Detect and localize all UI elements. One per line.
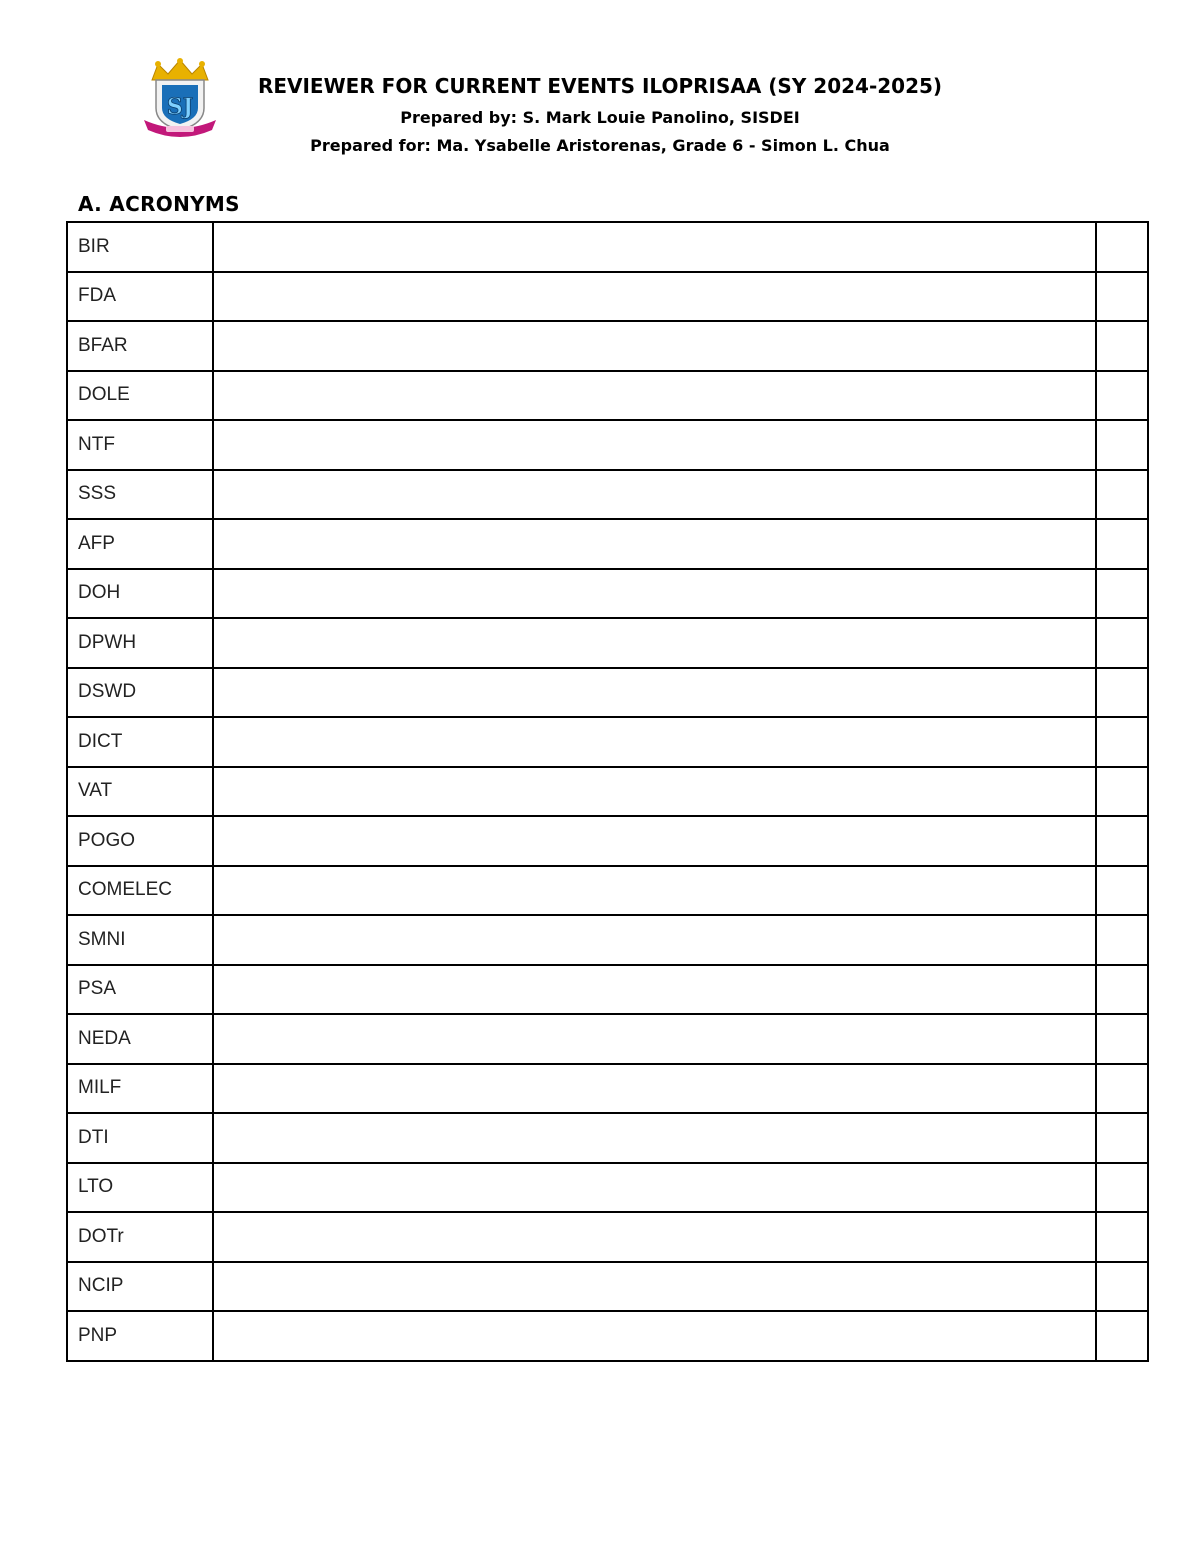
score-cell[interactable] bbox=[1096, 1262, 1148, 1312]
score-cell[interactable] bbox=[1096, 222, 1148, 272]
acronym-cell: DOTr bbox=[67, 1212, 213, 1262]
table-row bbox=[67, 915, 1148, 965]
meaning-answer-cell[interactable] bbox=[213, 321, 1096, 371]
meaning-answer-cell[interactable] bbox=[213, 420, 1096, 470]
acronym-cell: NEDA bbox=[67, 1014, 213, 1064]
table-row bbox=[67, 371, 1148, 421]
table-row bbox=[67, 1311, 1148, 1361]
section-heading: A. ACRONYMS bbox=[78, 192, 240, 216]
meaning-answer-cell[interactable] bbox=[213, 1262, 1096, 1312]
prepared-by: Prepared by: S. Mark Louie Panolino, SISDEI bbox=[400, 108, 800, 127]
score-cell[interactable] bbox=[1096, 371, 1148, 421]
acronym-cell: POGO bbox=[67, 816, 213, 866]
table-row bbox=[67, 618, 1148, 668]
acronym-cell: DICT bbox=[67, 717, 213, 767]
acronym-cell: AFP bbox=[67, 519, 213, 569]
table-row bbox=[67, 717, 1148, 767]
table-row bbox=[67, 866, 1148, 916]
meaning-answer-cell[interactable] bbox=[213, 965, 1096, 1015]
acronym-cell: DPWH bbox=[67, 618, 213, 668]
table-row bbox=[67, 1064, 1148, 1114]
meaning-answer-cell[interactable] bbox=[213, 470, 1096, 520]
score-cell[interactable] bbox=[1096, 420, 1148, 470]
score-cell[interactable] bbox=[1096, 767, 1148, 817]
acronym-cell: COMELEC bbox=[67, 866, 213, 916]
acronym-cell: LTO bbox=[67, 1163, 213, 1213]
score-cell[interactable] bbox=[1096, 866, 1148, 916]
meaning-answer-cell[interactable] bbox=[213, 1064, 1096, 1114]
score-cell[interactable] bbox=[1096, 1014, 1148, 1064]
table-row bbox=[67, 1163, 1148, 1213]
score-cell[interactable] bbox=[1096, 1311, 1148, 1361]
score-cell[interactable] bbox=[1096, 618, 1148, 668]
prepared-for: Prepared for: Ma. Ysabelle Aristorenas, Grade 6 - Simon L. Chua bbox=[310, 136, 890, 155]
table-row bbox=[67, 1014, 1148, 1064]
score-cell[interactable] bbox=[1096, 321, 1148, 371]
acronym-cell: BIR bbox=[67, 222, 213, 272]
meaning-answer-cell[interactable] bbox=[213, 915, 1096, 965]
acronym-cell: DOH bbox=[67, 569, 213, 619]
score-cell[interactable] bbox=[1096, 816, 1148, 866]
score-cell[interactable] bbox=[1096, 272, 1148, 322]
meaning-answer-cell[interactable] bbox=[213, 1311, 1096, 1361]
acronym-cell: SSS bbox=[67, 470, 213, 520]
score-cell[interactable] bbox=[1096, 965, 1148, 1015]
score-cell[interactable] bbox=[1096, 470, 1148, 520]
meaning-answer-cell[interactable] bbox=[213, 1163, 1096, 1213]
meaning-answer-cell[interactable] bbox=[213, 519, 1096, 569]
table-row bbox=[67, 965, 1148, 1015]
table-row bbox=[67, 569, 1148, 619]
table-row bbox=[67, 1262, 1148, 1312]
acronym-cell: PSA bbox=[67, 965, 213, 1015]
acronym-cell: FDA bbox=[67, 272, 213, 322]
meaning-answer-cell[interactable] bbox=[213, 272, 1096, 322]
table-row bbox=[67, 816, 1148, 866]
table-row bbox=[67, 519, 1148, 569]
table-row bbox=[67, 1212, 1148, 1262]
acronym-cell: NTF bbox=[67, 420, 213, 470]
table-row bbox=[67, 767, 1148, 817]
table-row bbox=[67, 470, 1148, 520]
svg-text:SJ: SJ bbox=[166, 94, 194, 120]
score-cell[interactable] bbox=[1096, 1113, 1148, 1163]
acronym-cell: PNP bbox=[67, 1311, 213, 1361]
table-row bbox=[67, 420, 1148, 470]
acronym-cell: VAT bbox=[67, 767, 213, 817]
table-row bbox=[67, 1113, 1148, 1163]
acronym-cell: DOLE bbox=[67, 371, 213, 421]
acronym-cell: DSWD bbox=[67, 668, 213, 718]
document-title: REVIEWER FOR CURRENT EVENTS ILOPRISAA (SY 2024-2025) bbox=[257, 74, 943, 98]
meaning-answer-cell[interactable] bbox=[213, 569, 1096, 619]
acronym-cell: BFAR bbox=[67, 321, 213, 371]
table-row bbox=[67, 321, 1148, 371]
meaning-answer-cell[interactable] bbox=[213, 866, 1096, 916]
meaning-answer-cell[interactable] bbox=[213, 717, 1096, 767]
meaning-answer-cell[interactable] bbox=[213, 816, 1096, 866]
meaning-answer-cell[interactable] bbox=[213, 767, 1096, 817]
meaning-answer-cell[interactable] bbox=[213, 1212, 1096, 1262]
meaning-answer-cell[interactable] bbox=[213, 1014, 1096, 1064]
meaning-answer-cell[interactable] bbox=[213, 1113, 1096, 1163]
score-cell[interactable] bbox=[1096, 1064, 1148, 1114]
score-cell[interactable] bbox=[1096, 717, 1148, 767]
acronyms-table bbox=[66, 221, 1149, 1362]
meaning-answer-cell[interactable] bbox=[213, 222, 1096, 272]
table-row bbox=[67, 222, 1148, 272]
meaning-answer-cell[interactable] bbox=[213, 668, 1096, 718]
score-cell[interactable] bbox=[1096, 569, 1148, 619]
table-row bbox=[67, 272, 1148, 322]
meaning-answer-cell[interactable] bbox=[213, 371, 1096, 421]
acronym-cell: DTI bbox=[67, 1113, 213, 1163]
score-cell[interactable] bbox=[1096, 1163, 1148, 1213]
table-row bbox=[67, 668, 1148, 718]
score-cell[interactable] bbox=[1096, 519, 1148, 569]
acronym-cell: SMNI bbox=[67, 915, 213, 965]
score-cell[interactable] bbox=[1096, 668, 1148, 718]
score-cell[interactable] bbox=[1096, 1212, 1148, 1262]
acronym-cell: NCIP bbox=[67, 1262, 213, 1312]
meaning-answer-cell[interactable] bbox=[213, 618, 1096, 668]
acronym-cell: MILF bbox=[67, 1064, 213, 1114]
score-cell[interactable] bbox=[1096, 915, 1148, 965]
